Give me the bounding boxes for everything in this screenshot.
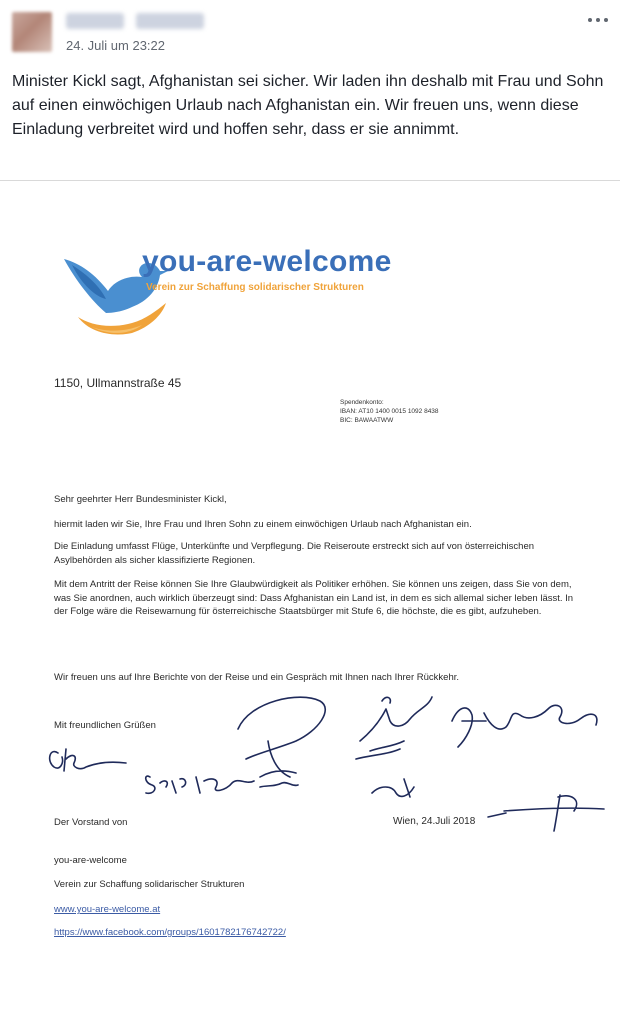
attached-letter-image[interactable] <box>0 180 620 1035</box>
bank-details <box>340 398 439 425</box>
website-link[interactable]: www.you-are-welcome.at <box>54 904 161 915</box>
org-full-name: Verein zur Schaffung solidarischer Strukturen <box>54 879 245 890</box>
more-options-icon[interactable] <box>588 12 608 28</box>
org-name: you-are-welcome <box>54 855 127 866</box>
avatar[interactable] <box>12 12 52 52</box>
letter <box>0 181 620 1035</box>
bank-label: Spendenkonto: <box>340 399 384 406</box>
logo-subtitle: Verein zur Schaffung solidarischer Strukturen <box>146 282 364 293</box>
letter-paragraph-2: Die Einladung umfasst Flüge, Unterkünfte und Verpflegung. Die Reiseroute erstreckt sich auf von österreichischen Asylbehörden als sicher klassifizierte Regionen. <box>54 541 535 566</box>
letter-board: Der Vorstand von <box>54 817 128 828</box>
logo-name: you-are-welcome <box>142 245 392 278</box>
bank-bic: BIC: BAWAATWW <box>340 417 394 424</box>
letter-address: 1150, Ullmannstraße 45 <box>54 376 182 390</box>
letter-place-date: Wien, 24.Juli 2018 <box>393 816 476 827</box>
letter-closing: Mit freundlichen Grüßen <box>54 720 156 731</box>
bank-iban: IBAN: AT10 1400 0015 1092 8438 <box>340 408 439 415</box>
post-text: Minister Kickl sagt, Afghanistan sei sicher. Wir laden ihn deshalb mit Frau und Sohn auf einen einwöchigen Urlaub nach Afghanistan ein. Wir freuen uns, wenn diese Einladung verbreitet wird und hoffen sehr, dass er sie annimmt. <box>12 73 604 138</box>
facebook-link[interactable]: https://www.facebook.com/groups/1601782176742722/ <box>54 927 286 938</box>
author-name-redacted[interactable] <box>66 13 204 29</box>
post-header <box>0 0 620 62</box>
letter-paragraph-1: hiermit laden wir Sie, Ihre Frau und Ihren Sohn zu einem einwöchigen Urlaub nach Afghanistan ein. <box>54 519 472 530</box>
letter-paragraph-3: Mit dem Antritt der Reise können Sie Ihre Glaubwürdigkeit als Politiker erhöhen. Sie können uns zeigen, dass Sie von dem, was Sie anordnen, auch wirklich überzeugt sind: Dass Afghanistan ein Land ist, in dem es sich allemal sicher leben lässt. In der Folge wäre die Reisewarnung für österreichische Staatsbürger mit Stufe 6, die höchste, die es gibt, aufzuheben. <box>54 579 574 617</box>
post-timestamp[interactable]: 24. Juli um 23:22 <box>66 38 166 53</box>
letter-greeting: Sehr geehrter Herr Bundesminister Kickl, <box>54 494 227 505</box>
letter-paragraph-4: Wir freuen uns auf Ihre Berichte von der Reise und ein Gespräch mit Ihnen nach Ihrer Rückkehr. <box>54 672 460 683</box>
